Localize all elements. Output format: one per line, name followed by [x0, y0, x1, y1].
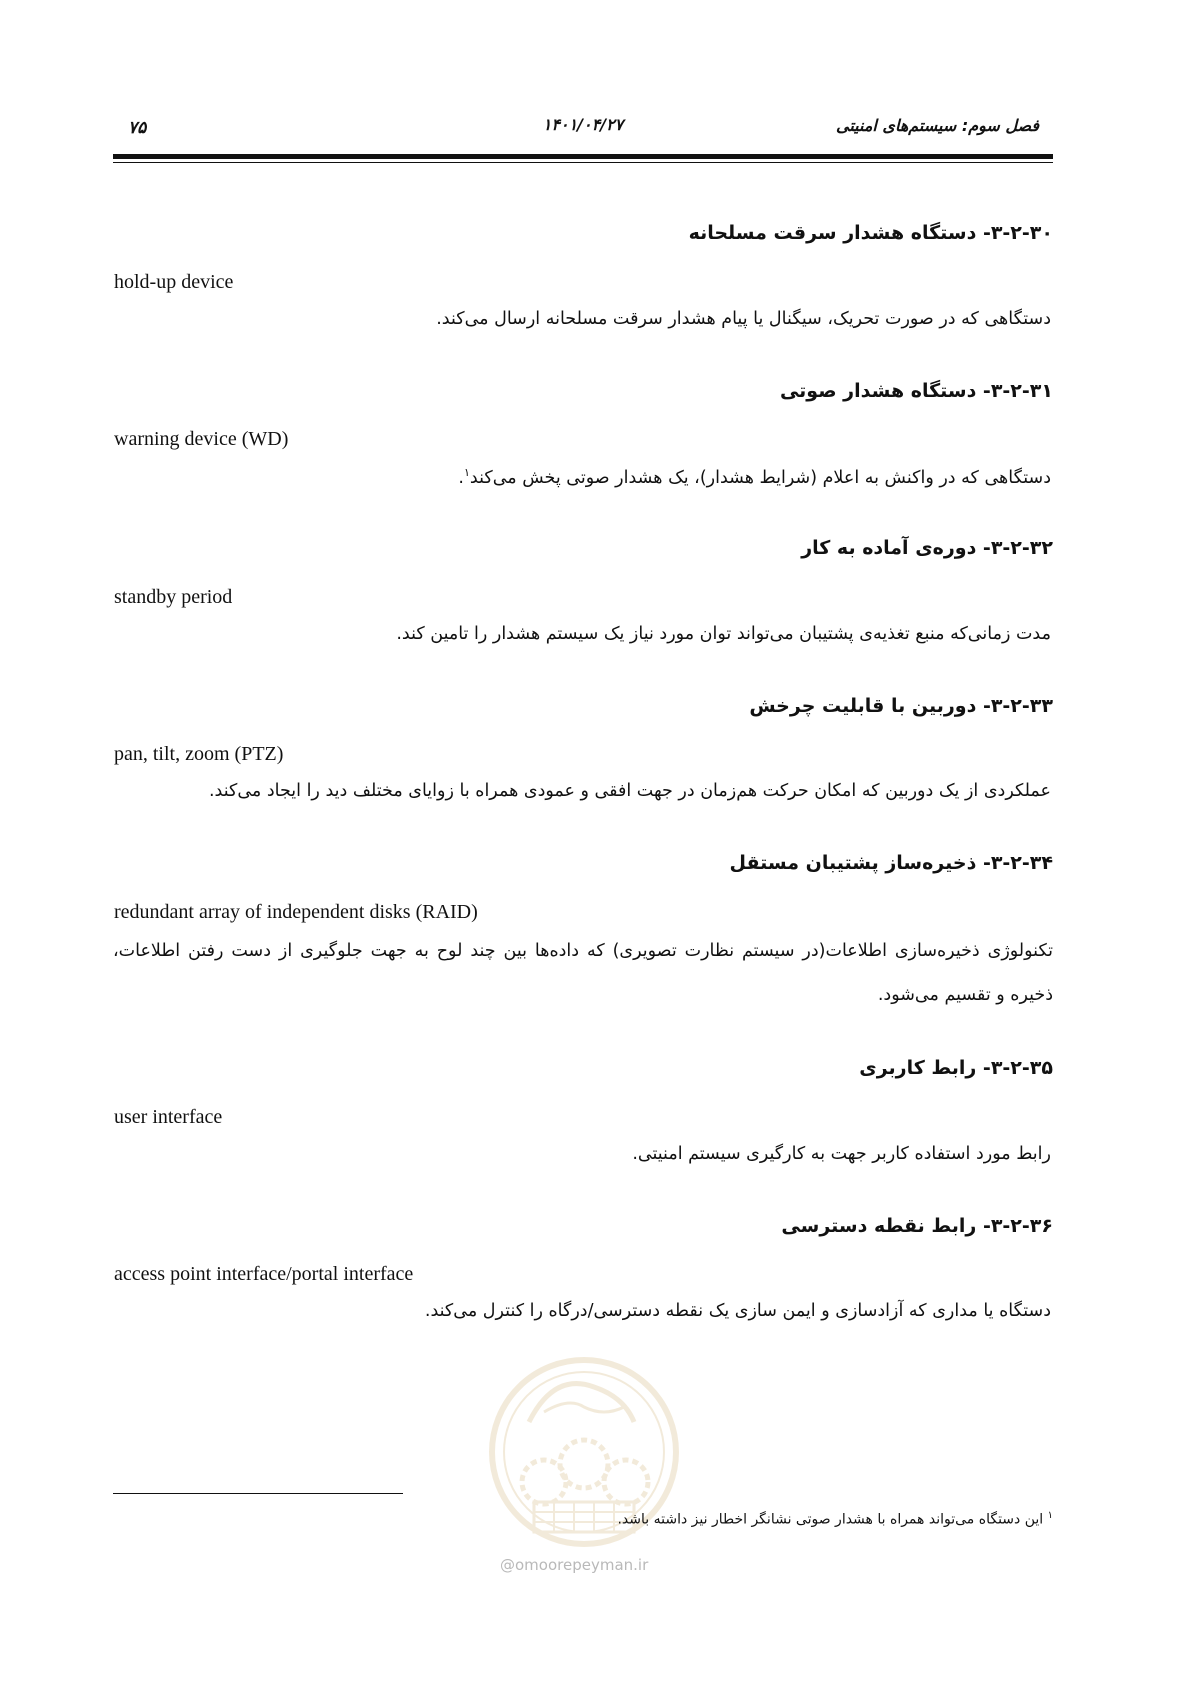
definition-34: تکنولوژی ذخیره‌سازی اطلاعات(در سیستم نظارت تصویری) که داده‌ها بین چند لوح به جهت جلوگیری از دست رفتن اطلاعات، ذخیره و تقسیم می‌شود.	[113, 941, 1053, 1005]
term-35: user interface	[114, 1106, 223, 1128]
footnote-mark: ۱	[1047, 1510, 1053, 1521]
term-33: pan, tilt, zoom (PTZ)	[114, 743, 284, 765]
definition-35: رابط مورد استفاده کاربر جهت به کارگیری سیستم امنیتی.	[632, 1144, 1051, 1164]
section-heading-33: ۳-۲-۳۳- دوربین با قابلیت چرخش	[749, 695, 1053, 717]
definition-33: عملکردی از یک دوربین که امکان حرکت هم‌زمان در جهت افقی و عمودی همراه با زوایای مختلف دید را ایجاد می‌کند.	[208, 781, 1051, 801]
definition-31	[458, 466, 1051, 488]
term-30: hold-up device	[114, 271, 234, 293]
watermark-url: @omoorepeyman.ir	[500, 1556, 649, 1574]
definition-30: دستگاهی که در صورت تحریک، سیگنال یا پیام هشدار سرقت مسلحانه ارسال می‌کند.	[436, 309, 1051, 329]
footnote-separator	[113, 1493, 403, 1494]
header-rule-thin	[113, 162, 1053, 163]
term-31: warning device (WD)	[114, 428, 289, 450]
term-34: redundant array of independent disks (RAID)	[114, 901, 478, 923]
definition-32: مدت زمانی‌که منبع تغذیه‌ی پشتیبان می‌تواند توان مورد نیاز یک سیستم هشدار را تامین کند.	[396, 624, 1051, 644]
section-heading-32: ۳-۲-۳۲- دوره‌ی آماده به کار	[801, 537, 1053, 559]
term-32: standby period	[114, 586, 233, 608]
section-heading-35: ۳-۲-۳۵- رابط کاربری	[859, 1057, 1053, 1079]
section-heading-31: ۳-۲-۳۱- دستگاه هشدار صوتی	[779, 380, 1053, 402]
footnote	[617, 1510, 1053, 1528]
definition-31-text: دستگاهی که در واکنش به اعلام (شرایط هشدار)، یک هشدار صوتی پخش می‌کند	[469, 467, 1051, 488]
page-header	[113, 112, 1053, 142]
section-heading-30: ۳-۲-۳۰- دستگاه هشدار سرقت مسلحانه	[688, 222, 1053, 244]
footnote-ref[interactable]: ۱	[463, 466, 470, 479]
definition-36: دستگاه یا مداری که آزادسازی و ایمن سازی یک نقطه دسترسی/درگاه را کنترل می‌کند.	[424, 1301, 1051, 1321]
chapter-title: فصل سوم: سیستم‌های امنیتی	[836, 116, 1039, 135]
header-rule-thick	[113, 154, 1053, 159]
footnote-text: این دستگاه می‌تواند همراه با هشدار صوتی نشانگر اخطار نیز داشته باشد.	[617, 1511, 1044, 1528]
header-date: ۱۴۰۱/۰۴/۲۷	[542, 115, 624, 134]
section-heading-36: ۳-۲-۳۶- رابط نقطه دسترسی	[781, 1215, 1053, 1237]
section-heading-34: ۳-۲-۳۴- ذخیره‌ساز پشتیبان مستقل	[729, 852, 1053, 874]
definition-31-end: .	[458, 467, 464, 488]
page-number: ۷۵	[128, 118, 147, 138]
term-36: access point interface/portal interface	[114, 1263, 414, 1285]
